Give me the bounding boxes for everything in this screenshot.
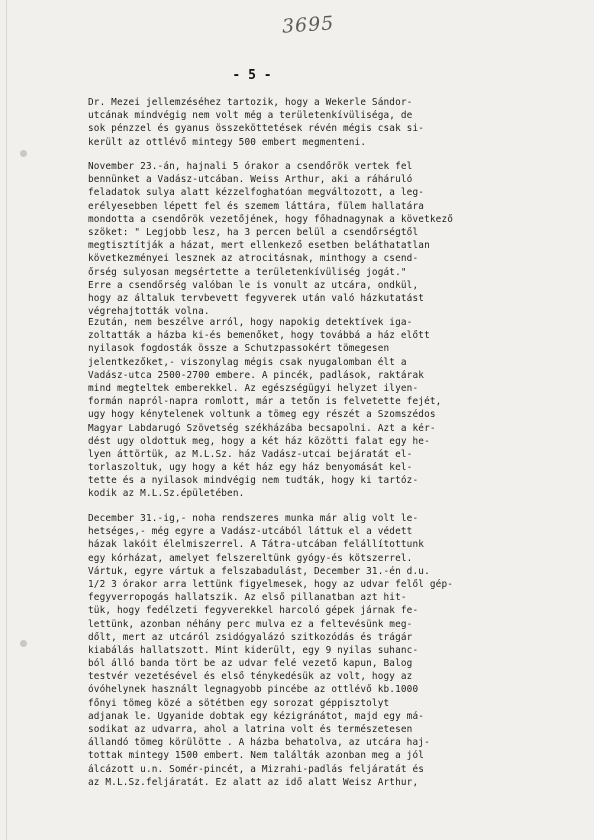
text-line: tottak mintegy 1500 embert. Nem találták azonban meg a jól xyxy=(88,750,425,762)
text-line: egy kórházat, amelyet felszereltünk gyógy-és kötszerrel. xyxy=(88,552,413,564)
text-line: tette és a nyilasok mindvégig nem tudták, hogy ki tartóz- xyxy=(88,475,419,487)
text-line: kiabálás hallatszott. Mint kiderült, egy 9 nyilas suhanc- xyxy=(88,644,419,656)
text-line: ugy hogy kénytelenek voltunk a tömeg egy részét a Szomszédos xyxy=(88,409,436,421)
text-line: formán napról-napra romlott, már a tetőn is felvetette fejét, xyxy=(88,396,442,408)
text-line: testvér vezetésével és első ténykedésük az volt, hogy az xyxy=(88,671,413,683)
text-line: Magyar Labdarugó Szövetség székházába becsapolni. Azt a kér- xyxy=(88,422,436,434)
text-line: mondotta a csendőrök vezetőjének, hogy főhadnagynak a következő xyxy=(88,213,454,225)
paragraph-1 xyxy=(88,96,558,149)
text-line: Ezután, nem beszélve arról, hogy napokig detektívek iga- xyxy=(88,317,413,328)
text-line: kodik az M.L.Sz.épületében. xyxy=(88,488,245,500)
text-line: erélyesebben lépett fel és szemem láttára, fülem hallatára xyxy=(88,200,425,212)
text-line: Vártuk, egyre vártuk a felszabadulást, December 31.-én d.u. xyxy=(88,565,430,577)
text-line: következményei lesznek az atrocitásnak, minthogy a csend- xyxy=(88,253,419,265)
paragraph-3 xyxy=(88,316,558,501)
text-line: torlaszoltuk, ugy hogy a két ház egy ház benyomását kel- xyxy=(88,462,413,474)
text-line: lyen áttörtük, az M.L.Sz. ház Vadász-utcai bejáratát el- xyxy=(88,448,413,460)
text-line: szöket: " Legjobb lesz, ha 3 percen belül a csendőrségtől xyxy=(88,226,419,238)
text-line: lettünk, azonban néhány perc mulva ez a feltevésünk meg- xyxy=(88,618,413,630)
text-line: ból álló banda tört be az udvar felé vezető kapun, Balog xyxy=(88,658,413,670)
text-line: dőlt, mert az utcáról zsidógyalázó szitkozódás és trágár xyxy=(88,631,413,643)
text-line: Vadász-utca 2500-2700 embere. A pincék, padlások, raktárak xyxy=(88,369,425,381)
text-line: nyilasok fogdosták össze a Schutzpassokért tömegesen xyxy=(88,343,390,355)
text-line: feladatok sulya alatt kézzelfoghatóan megváltozott, a leg- xyxy=(88,187,425,199)
text-line: került az ottlévő mintegy 500 embert megmenteni. xyxy=(88,136,367,148)
text-line: December 31.-ig,- noha rendszeres munka már alig volt le- xyxy=(88,513,419,524)
text-line: megtisztítják a házat, mert ellenkező esetben beláthatatlan xyxy=(88,240,430,252)
text-line: házak lakóit élelmiszerrel. A Tátra-utcában felállítottunk xyxy=(88,539,425,551)
text-line: sodikat az udvarra, ahol a latrina volt és természetesen xyxy=(88,724,413,735)
text-line: őrség sulyosan megsértette a területenkívüliség jogát." xyxy=(88,266,407,278)
text-line: adjanak le. Ugyanide dobtak egy kézigránátot, majd egy má- xyxy=(88,710,425,722)
text-line: utcának mindvégig nem volt még a területenkívüliséga, de xyxy=(88,110,413,122)
text-line: dést ugy oldottuk meg, hogy a két ház közötti falat egy he- xyxy=(88,435,430,447)
paragraph-4 xyxy=(88,512,558,789)
text-line: hetséges,- még egyre a Vadász-utcából láttuk el a védett xyxy=(88,526,413,538)
text-line: hogy az általuk tervbevett fegyverek után való házkutatást xyxy=(88,292,425,304)
punch-hole xyxy=(20,150,27,157)
handwritten-archive-number: 3695 xyxy=(281,12,336,38)
text-line: November 23.-án, hajnali 5 órakor a csendőrök vertek fel xyxy=(88,161,413,172)
page-number: - 5 - xyxy=(232,68,272,83)
text-line: 1/2 3 órakor arra lettünk figyelmesek, hogy az udvar felől gép- xyxy=(88,578,454,590)
text-line: bennünket a Vadász-utcában. Weiss Arthur, aki a ráháruló xyxy=(88,174,413,186)
text-line: óvóhelynek használt legnagyobb pincébe az ottlévő kb.1000 xyxy=(88,684,419,696)
text-line: álcázott u.n. Somér-pincét, a Mizrahi-padlás feljáratát és xyxy=(88,763,425,775)
text-line: Dr. Mezei jellemzéséhez tartozik, hogy a Wekerle Sándor- xyxy=(88,97,413,108)
text-line: zoltatták a házba ki-és bemenőket, hogy továbbá a ház előtt xyxy=(88,330,430,342)
text-line: végrehajtották volna. xyxy=(88,306,210,318)
left-edge-mark xyxy=(6,0,7,840)
text-line: mind megteltek emberekkel. Az egészségügyi helyzet ilyen- xyxy=(88,382,419,394)
text-line: jelentkezőket,- viszonylag mégis csak nyugalomban élt a xyxy=(88,356,407,368)
punch-hole xyxy=(20,640,27,647)
text-line: fegyverropogás hallatszik. Az első pillanatban azt hit- xyxy=(88,592,407,604)
text-line: főnyi tömeg közé a sötétben egy sorozat géppisztolyt xyxy=(88,697,390,709)
paragraph-2 xyxy=(88,160,558,318)
text-line: Erre a csendőrség valóban le is vonult az utcára, ondkül, xyxy=(88,279,419,291)
text-line: tük, hogy fedélzeti fegyverekkel harcoló gépek járnak fe- xyxy=(88,605,419,617)
text-line: az M.L.Sz.feljáratát. Ez alatt az idő alatt Weisz Arthur, xyxy=(88,776,419,788)
text-line: sok pénzzel és gyanus összeköttetések révén mégis csak si- xyxy=(88,123,425,135)
text-line: állandó tömeg körülötte . A házba behatolva, az utcára haj- xyxy=(88,737,430,749)
